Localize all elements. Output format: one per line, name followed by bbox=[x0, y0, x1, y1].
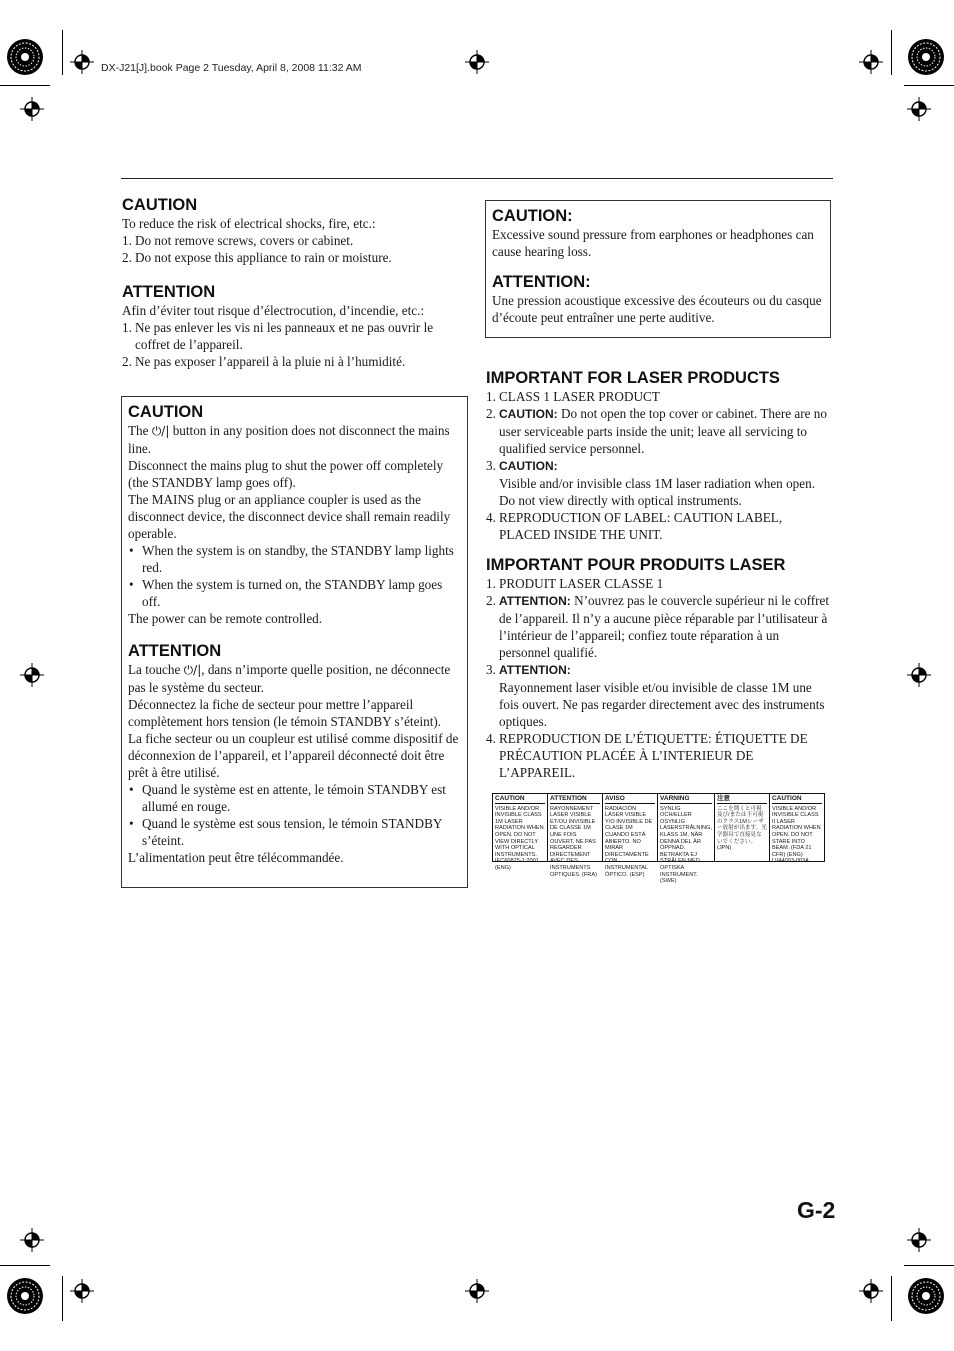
registration-crosshair-icon bbox=[20, 1228, 44, 1252]
laser-en-list bbox=[486, 388, 831, 543]
crop-mark bbox=[0, 85, 50, 86]
registration-crosshair-icon bbox=[20, 663, 44, 687]
registration-crosshair-icon bbox=[70, 50, 94, 74]
list-item: 2. Do not expose this appliance to rain or moisture. bbox=[122, 250, 392, 265]
list-item: 3. CAUTION: Visible and/or invisible class 1M laser radiation when open. Do not view directly with optical instruments. bbox=[486, 458, 816, 508]
registration-crosshair-icon bbox=[70, 1279, 94, 1303]
list-item: 2. CAUTION: Do not open the top cover or cabinet. There are no user serviceable parts inside the unit; leave all servicing to qualified service personnel. bbox=[486, 406, 827, 456]
box-caution-bullets bbox=[128, 542, 461, 610]
laser-fr-heading: IMPORTANT POUR PRODUITS LASER bbox=[486, 556, 786, 574]
label-panel: 注意 ここを開くと可視及び/または不可視のクラス1Mレーザー放射が出ます。光学器具で直接見ないでください。(JPN) bbox=[715, 794, 770, 861]
registration-crosshair-icon bbox=[907, 1228, 931, 1252]
box-caution-p2: Disconnect the mains plug to shut the power off completely (the STANDBY lamp goes off). bbox=[128, 458, 444, 490]
list-item: • Quand le système est en attente, le témoin STANDBY est allumé en rouge. bbox=[128, 781, 461, 815]
caution-heading: CAUTION bbox=[122, 196, 198, 214]
label-panel: CAUTION VISIBLE AND/OR INVISIBLE CLASS II LASER RADIATION WHEN OPEN. DO NOT STARE INTO BEAM. (FDA 21 CFR) (ENG) LV44093-003A bbox=[771, 795, 821, 865]
label-panel: AVISO RADIACIÓN LÁSER VISIBLE Y/O INVISIBLE DE CLASE 1M CUANDO ESTÁ ABIERTO. NO MIRAR DIRECTAMENTE CON INSTRUMENTAL ÓPTICO. (ESP) bbox=[603, 794, 658, 861]
hearing-caution-heading: CAUTION: bbox=[492, 207, 573, 225]
crop-mark bbox=[904, 85, 954, 86]
box-caution-p1: The ⏻/| button in any position does not disconnect the mains line. bbox=[128, 423, 450, 456]
list-item: 4. REPRODUCTION OF LABEL: CAUTION LABEL, PLACED INSIDE THE UNIT. bbox=[486, 510, 783, 542]
hearing-caution-box bbox=[485, 200, 831, 338]
box-attention-p3: La fiche secteur ou un coupleur est utilisé comme dispositif de déconnexion de l’appareil, et l’appareil déconnecté doit être prêt à être utilisé. bbox=[128, 731, 459, 780]
box-caution-p4: The power can be remote controlled. bbox=[128, 611, 323, 626]
list-item: 2. Ne pas exposer l’appareil à la pluie ni à l’humidité. bbox=[122, 354, 406, 369]
box-attention-p2: Déconnectez la fiche de secteur pour mettre l’appareil complètement hors tension (le témoin STANDBY s’éteint). bbox=[128, 697, 442, 729]
caution-section-en bbox=[122, 195, 467, 266]
attention-intro: Afin d’éviter tout risque d’électrocution, d’incendie, etc.: bbox=[122, 303, 425, 318]
registration-crosshair-icon bbox=[465, 50, 489, 74]
box-attention-p1: La touche ⏻/|, dans n’importe quelle position, ne déconnecte pas le système du secteur. bbox=[128, 662, 451, 695]
hearing-caution-text: Excessive sound pressure from earphones or headphones can cause hearing loss. bbox=[492, 227, 814, 259]
box-attention-p4: L’alimentation peut être télécommandée. bbox=[128, 850, 344, 865]
label-panel: VARNING SYNLIG OCH/ELLER OSYNLIG LASERSTRÅLNING, KLASS 1M, NÄR DENNA DEL ÄR ÖPPNAD. BETRAKTA EJ STRÅLEN MED OPTISKA INSTRUMENT. (SWE) bbox=[658, 794, 715, 861]
crop-mark bbox=[904, 1265, 954, 1266]
laser-en-heading: IMPORTANT FOR LASER PRODUCTS bbox=[486, 369, 780, 387]
crop-mark bbox=[891, 1276, 892, 1321]
list-item: 1. Do not remove screws, covers or cabinet. bbox=[122, 233, 354, 248]
list-item: • When the system is turned on, the STANDBY lamp goes off. bbox=[128, 576, 461, 610]
page-number: G-2 bbox=[797, 1197, 836, 1223]
list-item: 1. CLASS 1 LASER PRODUCT bbox=[486, 389, 660, 404]
registration-crosshair-icon bbox=[859, 50, 883, 74]
registration-gear-icon bbox=[906, 37, 946, 77]
registration-crosshair-icon bbox=[465, 1279, 489, 1303]
laser-fr-list bbox=[486, 575, 831, 781]
label-panel: ATTENTION RAYONNEMENT LASER VISIBLE ET/OU INVISIBLE DE CLASSE 1M UNE FOIS OUVERT. NE PAS REGARDER DIRECTEMENT AVEC DES INSTRUMENTS OPTIQUES. (FRA) bbox=[548, 794, 603, 861]
caution-intro: To reduce the risk of electrical shocks, fire, etc.: bbox=[122, 216, 376, 231]
list-item: 1. PRODUIT LASER CLASSE 1 bbox=[486, 576, 664, 591]
registration-gear-icon bbox=[5, 1276, 45, 1316]
box-attention-heading: ATTENTION bbox=[128, 642, 222, 660]
power-standby-icon: ⏻/| bbox=[183, 663, 202, 677]
book-header: DX-J21[J].book Page 2 Tuesday, April 8, 2008 11:32 AM bbox=[101, 62, 362, 74]
box-caution-p3: The MAINS plug or an appliance coupler is used as the disconnect device, the disconnect device shall remain readily operable. bbox=[128, 492, 451, 541]
registration-crosshair-icon bbox=[907, 97, 931, 121]
registration-crosshair-icon bbox=[20, 97, 44, 121]
power-standby-icon: ⏻/| bbox=[151, 424, 170, 438]
crop-mark bbox=[62, 1276, 63, 1321]
crop-mark bbox=[62, 30, 63, 75]
laser-section-fr bbox=[486, 555, 831, 781]
registration-crosshair-icon bbox=[907, 663, 931, 687]
caution-list bbox=[122, 232, 467, 266]
right-column bbox=[486, 368, 831, 781]
list-item: 2. ATTENTION: N’ouvrez pas le couvercle supérieur ni le coffret de l’appareil. Il n’y a aucune pièce réparable par l’utilisateur à l’intérieur de l’appareil; confiez toute réparation à un personnel qualifié. bbox=[486, 593, 830, 660]
registration-gear-icon bbox=[5, 37, 45, 77]
header-rule bbox=[121, 178, 833, 179]
crop-mark bbox=[0, 1265, 50, 1266]
list-item: 4. REPRODUCTION DE L’ÉTIQUETTE: ÉTIQUETTE DE PRÉCAUTION PLACÉE À L’INTERIEUR DE L’APPAREIL. bbox=[486, 731, 808, 780]
attention-section-fr bbox=[122, 282, 467, 370]
power-caution-box bbox=[121, 396, 468, 888]
list-item: • When the system is on standby, the STANDBY lamp lights red. bbox=[128, 542, 461, 576]
box-attention-bullets bbox=[128, 781, 461, 849]
laser-warning-label-strip bbox=[492, 793, 825, 885]
attention-list bbox=[122, 319, 467, 370]
attention-heading: ATTENTION bbox=[122, 283, 216, 301]
list-item: • Quand le système est sous tension, le témoin STANDBY s’éteint. bbox=[128, 815, 461, 849]
hearing-attention-text: Une pression acoustique excessive des écouteurs ou du casque d’écoute peut entraîner une perte auditive. bbox=[492, 293, 822, 325]
crop-mark bbox=[891, 30, 892, 75]
registration-gear-icon bbox=[906, 1276, 946, 1316]
box-caution-heading: CAUTION bbox=[128, 403, 204, 421]
left-column bbox=[122, 195, 467, 370]
registration-crosshair-icon bbox=[859, 1279, 883, 1303]
label-panel: CAUTION VISIBLE AND/OR INVISIBLE CLASS 1M LASER RADIATION WHEN OPEN. DO NOT VIEW DIRECTLY WITH OPTICAL INSTRUMENTS. IEC60825-1:2001 (ENG) bbox=[493, 794, 548, 861]
laser-section-en bbox=[486, 368, 831, 543]
list-item: 1. Ne pas enlever les vis ni les panneaux et ne pas ouvrir le coffret de l’appareil. bbox=[122, 320, 434, 352]
list-item: 3. ATTENTION: Rayonnement laser visible et/ou invisible de classe 1M une fois ouvert. Ne pas regarder directement avec des instruments optiques. bbox=[486, 662, 825, 729]
hearing-attention-heading: ATTENTION: bbox=[492, 273, 591, 291]
